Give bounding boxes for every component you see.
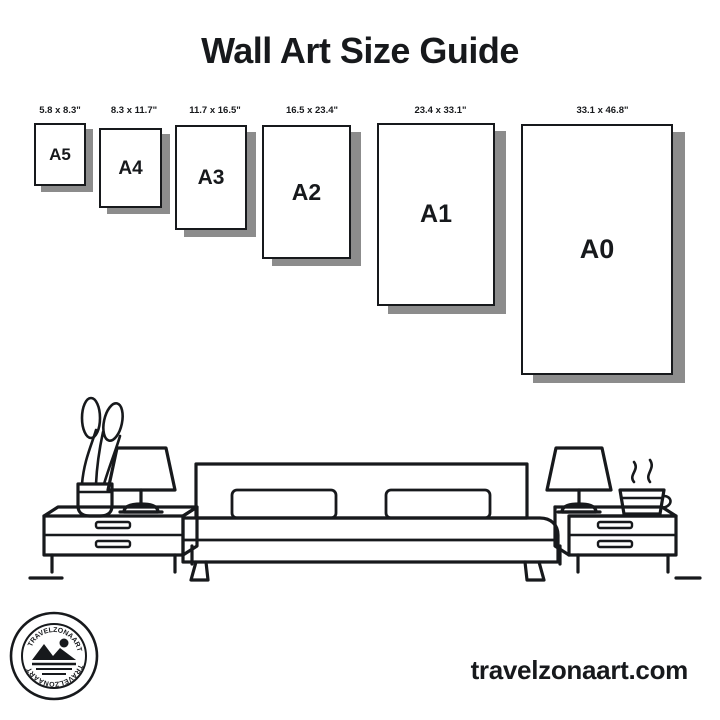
right-nightstand bbox=[555, 507, 676, 572]
page-title: Wall Art Size Guide bbox=[201, 30, 519, 71]
frame-label-a2: A2 bbox=[291, 178, 322, 205]
frame-label-a3: A3 bbox=[197, 166, 225, 189]
bedroom-scene bbox=[0, 380, 720, 605]
left-table-lamp bbox=[108, 448, 175, 512]
size-comparison-diagram bbox=[0, 105, 720, 395]
frame-box-a0[interactable] bbox=[521, 124, 673, 375]
steam-line-1 bbox=[632, 462, 635, 482]
frame-dimension-a4: 8.3 x 11.7" bbox=[110, 105, 158, 116]
brand-logo[interactable] bbox=[8, 610, 100, 702]
left-nightstand bbox=[44, 507, 197, 572]
steam-line-2 bbox=[648, 460, 651, 482]
website-url[interactable]: travelzonaart.com bbox=[470, 655, 688, 685]
frame-label-a4: A4 bbox=[118, 157, 143, 179]
frame-box-a2[interactable] bbox=[262, 125, 351, 259]
right-table-lamp bbox=[547, 448, 611, 512]
vase-with-flowers bbox=[78, 398, 126, 516]
frame-dimension-a5: 5.8 x 8.3" bbox=[39, 105, 81, 116]
frame-dimension-a2: 16.5 x 23.4" bbox=[285, 105, 339, 116]
frame-label-a0: A0 bbox=[579, 234, 615, 264]
frame-dimension-a1: 23.4 x 33.1" bbox=[414, 105, 467, 116]
frame-label-a1: A1 bbox=[420, 200, 452, 228]
logo-text-bottom: TRAVELZONAART bbox=[25, 663, 84, 688]
frame-label-a5: A5 bbox=[49, 145, 71, 164]
frame-dimension-a0: 33.1 x 46.8" bbox=[576, 105, 629, 116]
frame-box-a1[interactable] bbox=[377, 123, 495, 306]
bed bbox=[183, 464, 558, 580]
frame-box-a5[interactable] bbox=[34, 123, 86, 186]
frame-box-a4[interactable] bbox=[99, 128, 162, 208]
frame-box-a3[interactable] bbox=[175, 125, 247, 230]
frame-dimension-a3: 11.7 x 16.5" bbox=[189, 105, 241, 116]
logo-text-top: TRAVELZONAART bbox=[27, 626, 83, 653]
